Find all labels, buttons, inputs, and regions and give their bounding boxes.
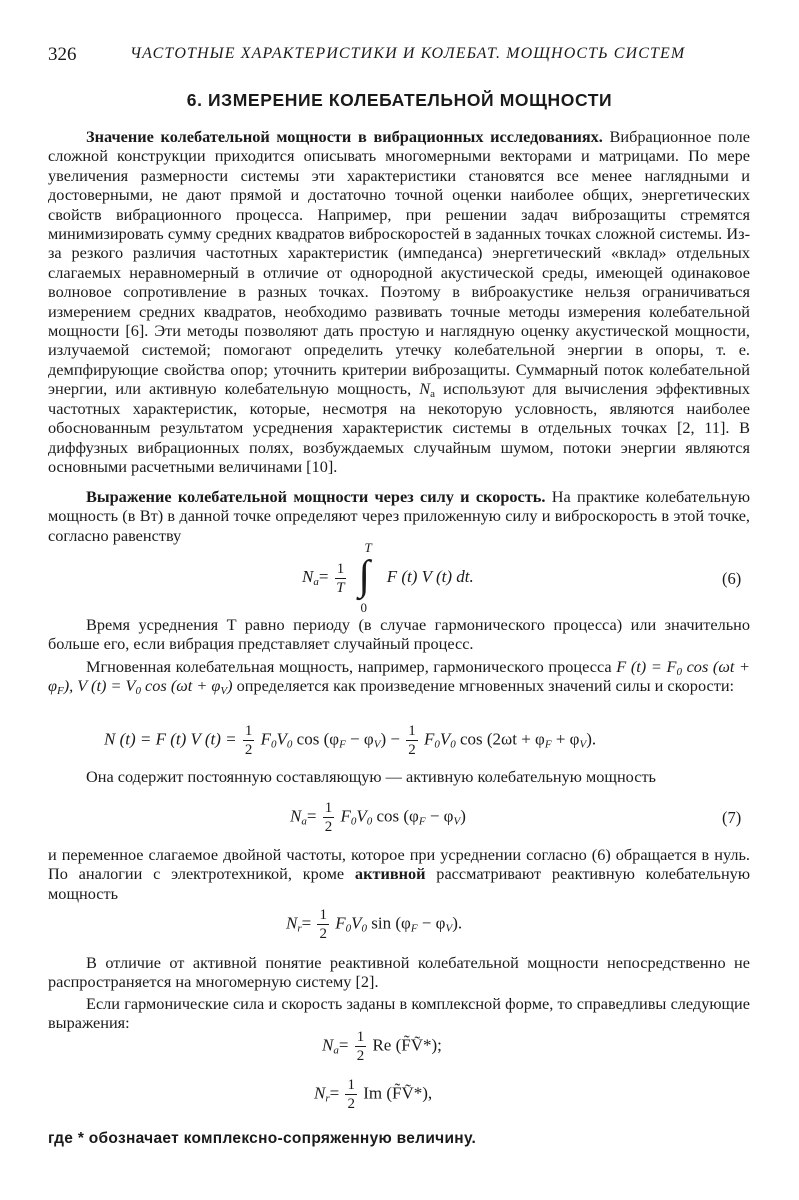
running-title: ЧАСТОТНЫЕ ХАРАКТЕРИСТИКИ И КОЛЕБАТ. МОЩНОСТЬ СИСТЕМ xyxy=(130,45,686,62)
equals: = xyxy=(306,806,317,826)
paragraph-1-text-b: используют для вычисления эффективных частотных характеристик, которые, несмотря на некоторую условность, являются наиболее обоснованным результатом усреднения характеристик системы в отдельных точках [2, 11]. В диффузных вибрационных полях, возбуждаемых случайным шумом, потоки энергии являются основными расчетными величинами [10]. xyxy=(48,379,750,476)
sub: F xyxy=(410,922,418,935)
eq6-lhs: N xyxy=(302,566,314,586)
body: Re (F̃Ṽ*); xyxy=(372,1035,442,1055)
paragraph-2-text: На практике колебательную мощность (в Вт) в данной точке определяют через приложенную силу и виброскорость в этой точке, согласно равенству xyxy=(48,487,750,545)
numerator: 1 xyxy=(319,907,327,923)
term: ). xyxy=(452,913,463,933)
integral-sign: T ∫ 0 xyxy=(358,540,372,615)
sub: 0 xyxy=(345,922,352,935)
eqc1-fraction xyxy=(355,1028,367,1065)
sub: a xyxy=(333,1044,339,1057)
sub: r xyxy=(297,922,302,935)
eq6-integrand: F (t) V (t) dt. xyxy=(386,566,474,586)
sub: a xyxy=(301,815,307,828)
na-symbol: N xyxy=(419,379,431,399)
paragraph-7: В отличие от активной понятие реактивной колебательной мощности непосредственно не распространяется на многомерную систему [2]. xyxy=(48,953,750,992)
sub: 0 xyxy=(286,738,293,751)
term: ). xyxy=(586,729,597,749)
formula-part: ) xyxy=(227,676,233,696)
sub: 0 xyxy=(366,815,373,828)
eq6-denominator: T xyxy=(336,579,345,596)
term: ) xyxy=(460,806,466,826)
sub: 0 xyxy=(434,738,440,751)
paragraph-4 xyxy=(48,657,750,696)
term: cos (2ωt + φ xyxy=(455,729,545,749)
paragraph-1 xyxy=(48,127,750,476)
footnote-conjugate: где * обозначает комплексно-сопряженную величину. xyxy=(48,1130,477,1147)
eqn-fraction-1 xyxy=(243,722,255,759)
equation-reactive-power xyxy=(286,906,462,943)
eqr-fraction xyxy=(317,906,329,943)
numerator: 1 xyxy=(324,800,333,816)
term: F xyxy=(260,729,272,749)
sub: F xyxy=(339,738,346,751)
sub: V xyxy=(220,685,228,698)
term: cos (φ xyxy=(292,729,340,749)
term: V xyxy=(356,806,367,826)
paragraph-4-text-a: Мгновенная колебательная мощность, например, гармонического процесса xyxy=(86,657,617,676)
term: − φ xyxy=(345,729,374,749)
paragraph-2-lead: Выражение колебательной мощности через силу и скорость. xyxy=(86,487,546,506)
formula-force: F (t) = F xyxy=(616,657,677,676)
equation-7-number: (7) xyxy=(722,808,742,827)
term: V xyxy=(351,913,362,933)
eq6-numerator: 1 xyxy=(336,560,345,577)
term: sin (φ xyxy=(367,913,411,933)
term: + φ xyxy=(551,729,580,749)
body: Im (F̃Ṽ*), xyxy=(363,1083,433,1103)
paragraph-4-text-b: определяется как произведение мгновенных значений силы и скорости: xyxy=(232,676,735,696)
paragraph-3: Время усреднения T равно периоду (в случае гармонического процесса) или значительно больше его, если вибрация представляет случайный процесс. xyxy=(48,615,750,654)
eqc2-fraction xyxy=(345,1076,357,1113)
term: F xyxy=(340,806,351,826)
lhs: N xyxy=(314,1083,326,1103)
formula-velocity: ), V (t) = V xyxy=(63,676,136,696)
integral-lower-limit: 0 xyxy=(360,600,367,615)
sub: r xyxy=(325,1092,330,1105)
numerator: 1 xyxy=(347,1077,355,1093)
term: V xyxy=(439,729,451,749)
term: cos (φ xyxy=(372,806,419,826)
paragraph-5: Она содержит постоянную составляющую — активную колебательную мощность xyxy=(86,767,656,786)
denominator: 2 xyxy=(408,742,416,758)
equation-complex-active xyxy=(322,1028,442,1065)
denominator: 2 xyxy=(347,1096,355,1112)
term: V xyxy=(276,729,287,749)
sub: V xyxy=(579,738,587,751)
paragraph-1-text-a: Вибрационное поле сложной конструкции приходится описывать многомерными векторами и матрицами. По мере увеличения размерности системы эти характеристики становятся все менее наглядными и достоверными, не дают прямой и достаточно точной оценки наиболее общих, энергетических свойств вибрационного процесса. Например, при решении задач виброзащиты стремятся минимизировать сумму средних квадратов виброскоростей в заданных точках сложной системы. Из-за резкого различия частотных характеристик (импеданса) энергетический «вклад» отдельных слагаемых неравномерный в отличие от однородной акустической среды, имеющей одинаковое волновое сопротивление в разных точках. Поэтому в виброакустике нельзя ограничиваться измерением средних квадратов, необходимо развивать точные методы измерения колебательной мощности [6]. Эти методы позволяют дать простую и наглядную оценку акустической мощности, излучаемой системой; помогают определить утечку колебательной энергии в опоры, т. е. демпфирующие свойства опор; уточнить критерии виброзащиты. Суммарный поток колебательной энергии, или активную колебательную мощность, xyxy=(48,127,750,399)
denominator: 2 xyxy=(356,1048,365,1064)
sub: 0 xyxy=(271,738,277,751)
integral-upper-limit: T xyxy=(364,540,372,555)
eq6-equals: = xyxy=(318,566,329,586)
paragraph-8: Если гармонические сила и скорость заданы в комплексной форме, то справедливы следующие выражения: xyxy=(48,994,750,1033)
page-number: 326 xyxy=(48,44,77,65)
term: F xyxy=(335,913,346,933)
equation-7 xyxy=(290,799,466,836)
text: рассматривают реактивную колебательную мощность xyxy=(48,864,750,903)
formula-part: cos (ωt + φ xyxy=(140,676,221,696)
equation-complex-reactive xyxy=(314,1076,432,1113)
lhs: N xyxy=(286,913,298,933)
equation-6 xyxy=(302,540,474,615)
equation-instantaneous-power xyxy=(104,722,596,759)
eq7-fraction xyxy=(323,799,335,836)
eqn-fraction-2 xyxy=(406,722,418,759)
eqn-lhs: N (t) = F (t) V (t) = xyxy=(104,729,237,749)
section-title: 6. ИЗМЕРЕНИЕ КОЛЕБАТЕЛЬНОЙ МОЩНОСТИ xyxy=(186,90,613,110)
numerator: 1 xyxy=(356,1029,365,1045)
sub: V xyxy=(373,738,381,751)
denominator: 2 xyxy=(244,742,253,758)
formula-part: cos (ωt + φ xyxy=(48,657,750,696)
term: − φ xyxy=(417,913,446,933)
term: − φ xyxy=(425,806,454,826)
denominator: 2 xyxy=(324,819,333,835)
lhs: N xyxy=(322,1035,334,1055)
lhs: N xyxy=(290,806,302,826)
na-subscript: a xyxy=(430,388,436,401)
denominator: 2 xyxy=(319,926,327,942)
equation-6-number: (6) xyxy=(722,569,742,588)
sub: 0 xyxy=(361,922,367,935)
equals: = xyxy=(338,1035,349,1055)
sub: 0 xyxy=(450,738,456,751)
sub: V xyxy=(453,815,461,828)
text: и переменное слагаемое двойной частоты, которое при усреднении согласно (6) обращается в нуль. По аналогии с электротехникой, кроме xyxy=(48,845,750,884)
paragraph-6 xyxy=(48,845,750,903)
equals: = xyxy=(329,1083,340,1103)
term: ) − xyxy=(380,729,400,749)
sub: 0 xyxy=(676,666,682,678)
equals: = xyxy=(301,913,312,933)
sub: F xyxy=(418,815,426,828)
term: F xyxy=(423,729,435,749)
eq6-fraction xyxy=(335,560,347,597)
sub: F xyxy=(544,738,552,751)
paragraph-1-lead: Значение колебательной мощности в вибрационных исследованиях. xyxy=(86,127,603,146)
bold-word-active: активной xyxy=(354,864,426,884)
eq6-lhs-sub: a xyxy=(313,575,319,588)
sub: 0 xyxy=(135,685,141,698)
running-header xyxy=(48,44,753,68)
sub: 0 xyxy=(350,815,357,828)
numerator: 1 xyxy=(244,723,253,739)
numerator: 1 xyxy=(408,723,416,739)
sub: F xyxy=(57,685,64,698)
sub: V xyxy=(445,922,453,935)
paragraph-2 xyxy=(48,487,750,545)
